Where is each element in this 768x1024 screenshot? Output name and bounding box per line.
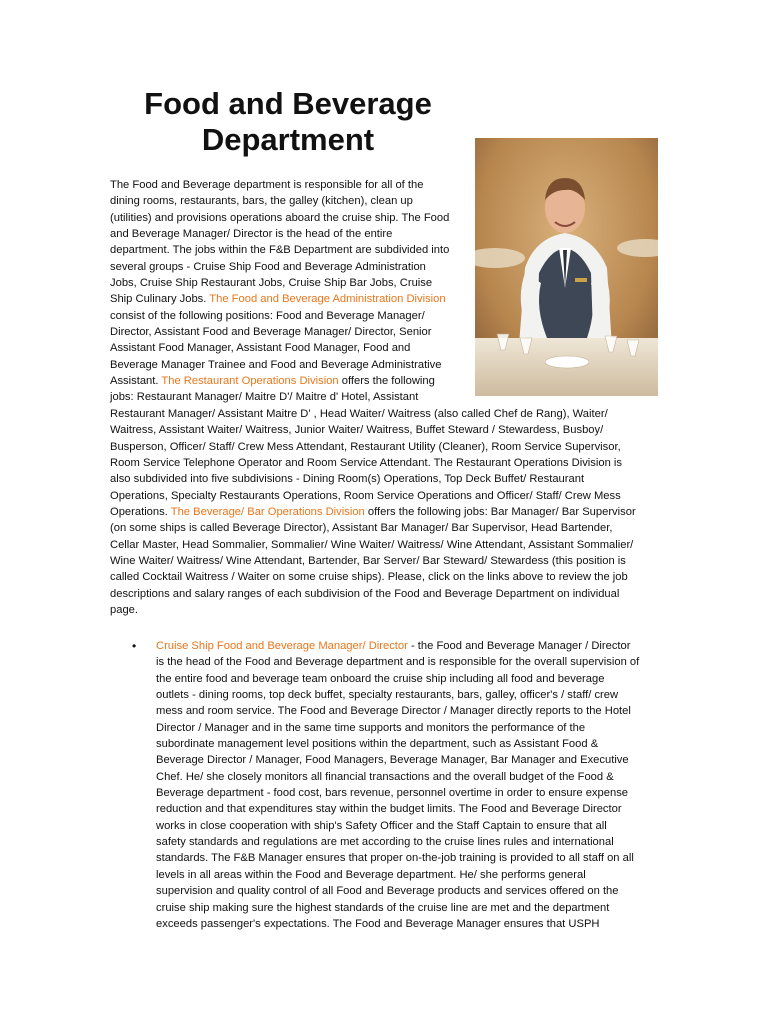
text-line: department. The jobs within the F&B Department are subdivided into [110, 244, 450, 257]
text-line: Cellar Master, Head Sommalier, Sommalier/ Wine Waiter/ Waitress/ Wine Attendant, Assistant Sommalier/ [110, 538, 634, 551]
text-line: Assistant Food Manager, Assistant Food Manager, Food and [110, 342, 411, 355]
text-segment: Ship Culinary Jobs. [110, 293, 210, 306]
text-segment: offers the following [338, 375, 435, 388]
text-line: Beverage Director / Manager, Food Managers, Beverage Manager, Bar Manager and Executive [156, 754, 629, 767]
text-line [110, 291, 465, 307]
text-line: descriptions and salary ranges of each subdivision of the Food and Beverage Department on individual [110, 587, 620, 600]
page-title: Food and Beverage Department [144, 86, 432, 157]
text-line: several groups - Cruise Ship Food and Beverage Administration [110, 260, 426, 273]
text-line: called Cocktail Waitress / Waiter on some cruise ships). Please, click on the links above to review the job [110, 571, 628, 584]
text-segment: offers the following jobs: Bar Manager/ Bar Supervisor [364, 505, 636, 518]
text-line: Director / Manager and in the same time supports and monitors the performance of the [156, 721, 586, 734]
text-line: supervision and quality control of all Food and Beverage products and services offered on the [156, 885, 619, 898]
text-line: The Food and Beverage department is responsible for all of the [110, 179, 424, 191]
text-line: (utilities) and provisions operations aboard the cruise ship. The Food [110, 211, 450, 224]
text-line: is the head of the Food and Beverage department and is responsible for the overall supervision of [156, 656, 640, 669]
text-line: cruise ship making sure the highest standards of the cruise line are met and the department [156, 901, 610, 914]
text-line: Room Service Telephone Operator and Room Service Attendant. The Restaurant Operations Division is [110, 456, 622, 469]
intro-paragraph [110, 177, 660, 618]
text-line: standards. The F&B Manager ensures that proper on-the-job training is provided to all staff on all [156, 852, 634, 865]
text-line: Wine Waiter/ Waitress/ Wine Attendant, Bartender, Bar Server/ Bar Steward/ Stewardess (this position is [110, 554, 626, 567]
text-line: Beverage Manager Trainee and Food and Beverage Administrative [110, 358, 442, 371]
text-line: safety standards and regulations are met according to the cruise lines rules and international [156, 836, 614, 849]
link-admin-division[interactable]: The Food and Beverage Administration Division [209, 293, 446, 306]
text-line: consist of the following positions: Food and Beverage Manager/ [110, 309, 425, 322]
text-segment: Assistant. [110, 375, 162, 388]
text-line: subordinate management level positions within the department, such as Assistant Food & [156, 738, 599, 751]
link-restaurant-division[interactable]: The Restaurant Operations Division [161, 375, 339, 388]
text-line: levels in all areas within the Food and Beverage department. He/ she performs general [156, 868, 586, 881]
text-line: works in close cooperation with ship's Safety Officer and the Staff Captain to ensure that all [156, 819, 607, 832]
link-fb-manager[interactable]: Cruise Ship Food and Beverage Manager/ Director [156, 640, 408, 652]
text-line: outlets - dining rooms, top deck buffet, specialty restaurants, bars, galley, officer's / staff/ crew [156, 689, 619, 702]
bullet-icon: • [132, 639, 137, 653]
text-line: Waitress, Assistant Waiter/ Waitress, Junior Waiter/ Waitress, Buffet Steward / Stewardess, Busboy/ [110, 424, 604, 437]
text-line: Restaurant Manager/ Assistant Maitre D' , Head Waiter/ Waitress (also called Chef de Rang), Waiter/ [110, 407, 608, 420]
text-line [156, 638, 660, 654]
text-line: Chef. He/ she closely monitors all financial transactions and the overall budget of the Food & [156, 770, 614, 783]
text-line: and Beverage Manager/ Director is the head of the entire [110, 228, 393, 241]
text-segment: - the Food and Beverage Manager / Director [407, 640, 631, 652]
link-bar-division[interactable]: The Beverage/ Bar Operations Division [170, 505, 365, 518]
text-line: Director, Assistant Food and Beverage Manager/ Director, Senior [110, 326, 432, 339]
text-line: the entire food and beverage team onboard the cruise ship including all food and beverage [156, 672, 605, 685]
text-line [110, 504, 660, 520]
bullet-item-fb-manager [110, 638, 660, 932]
text-line: jobs: Restaurant Manager/ Maitre D'/ Maitre d' Hotel, Assistant [110, 391, 419, 404]
text-line: reduction and that expenditures stay within the budget limits. The Food and Beverage Director [156, 803, 622, 816]
text-line: dining rooms, restaurants, bars, the galley (kitchen), clean up [110, 195, 413, 208]
text-line: mess and room service. The Food and Beverage Director / Manager directly reports to the Hotel [156, 705, 631, 718]
text-line: Beverage department - food cost, bars revenue, personnel overtime in order to ensure expense [156, 787, 629, 800]
text-line: (on some ships is called Beverage Director), Assistant Bar Manager/ Bar Supervisor, Head Bartender, [110, 522, 613, 535]
text-line [110, 373, 465, 389]
text-line: page. [110, 603, 138, 616]
text-line: Busperson, Officer/ Staff/ Crew Mess Attendant, Restaurant Utility (Cleaner), Room Service Supervisor, [110, 440, 621, 453]
text-line: also subdivided into five subdivisions - Dining Room(s) Operations, Top Deck Buffet/ Restaurant [110, 473, 585, 486]
text-line: Operations, Specialty Restaurants Operations, Room Service Operations and Officer/ Staff/ Crew Mess [110, 489, 621, 502]
text-line: Jobs, Cruise Ship Restaurant Jobs, Cruise Ship Bar Jobs, Cruise [110, 277, 433, 290]
text-line: exceeds passenger's expectations. The Food and Beverage Manager ensures that USPH [156, 917, 600, 930]
text-segment: Operations. [110, 505, 171, 518]
